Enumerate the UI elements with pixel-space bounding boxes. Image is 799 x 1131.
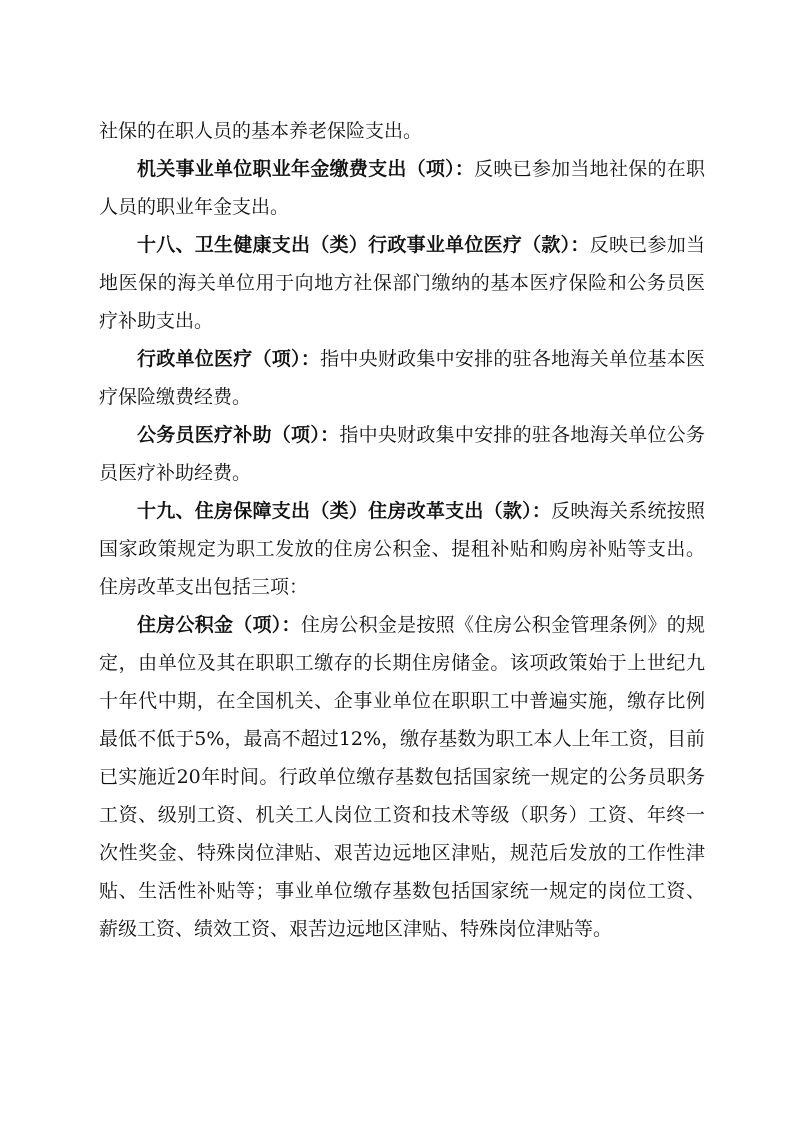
- paragraph-heading: 公务员医疗补助（项）：: [137, 424, 340, 446]
- paragraph-text: 指中央财政集中安排的驻各地海关单位基本医疗保险缴费经费。: [99, 348, 705, 408]
- paragraph-text: 指中央财政集中安排的驻各地海关单位公务员医疗补助经费。: [99, 424, 705, 484]
- paragraph-occupational-annuity: [99, 150, 705, 226]
- paragraph-health-expenditure: [99, 226, 705, 340]
- paragraph-heading: 住房公积金（项）：: [137, 614, 301, 636]
- paragraph-heading: 十九、住房保障支出（类）住房改革支出（款）：: [137, 500, 552, 522]
- paragraph-text: 社保的在职人员的基本养老保险支出。: [99, 120, 423, 142]
- paragraph-text: 反映已参加当地医保的海关单位用于向地方社保部门缴纳的基本医疗保险和公务员医疗补助支出。: [99, 234, 705, 332]
- paragraph-housing-fund: [99, 606, 705, 948]
- paragraph-civil-servant-medical: [99, 416, 705, 492]
- paragraph-text: 反映已参加当地社保的在职人员的职业年金支出。: [99, 158, 705, 218]
- paragraph-heading: 机关事业单位职业年金缴费支出（项）：: [137, 158, 475, 180]
- paragraph-text: 反映海关系统按照国家政策规定为职工发放的住房公积金、提租补贴和购房补贴等支出。住房改革支出包括三项：: [99, 500, 705, 598]
- paragraph-text: 住房公积金是按照《住房公积金管理条例》的规定，由单位及其在职职工缴存的长期住房储金。该项政策始于上世纪九十年代中期，在全国机关、企事业单位在职职工中普遍实施，缴存比例最低不低于5%，最高不超过12%，缴存基数为职工本人上年工资，目前已实施近20年时间。行政单位缴存基数包括国家统一规定的公务员职务工资、级别工资、机关工人岗位工资和技术等级（职务）工资、年终一次性奖金、特殊岗位津贴、艰苦边远地区津贴，规范后发放的工作性津贴、生活性补贴等；事业单位缴存基数包括国家统一规定的岗位工资、薪级工资、绩效工资、艰苦边远地区津贴、特殊岗位津贴等。: [99, 614, 705, 940]
- document-body: [99, 112, 705, 948]
- paragraph-heading: 行政单位医疗（项）：: [137, 348, 321, 370]
- paragraph-pension-continuation: [99, 112, 705, 150]
- paragraph-admin-medical: [99, 340, 705, 416]
- paragraph-housing-expenditure: [99, 492, 705, 606]
- paragraph-heading: 十八、卫生健康支出（类）行政事业单位医疗（款）：: [137, 234, 590, 256]
